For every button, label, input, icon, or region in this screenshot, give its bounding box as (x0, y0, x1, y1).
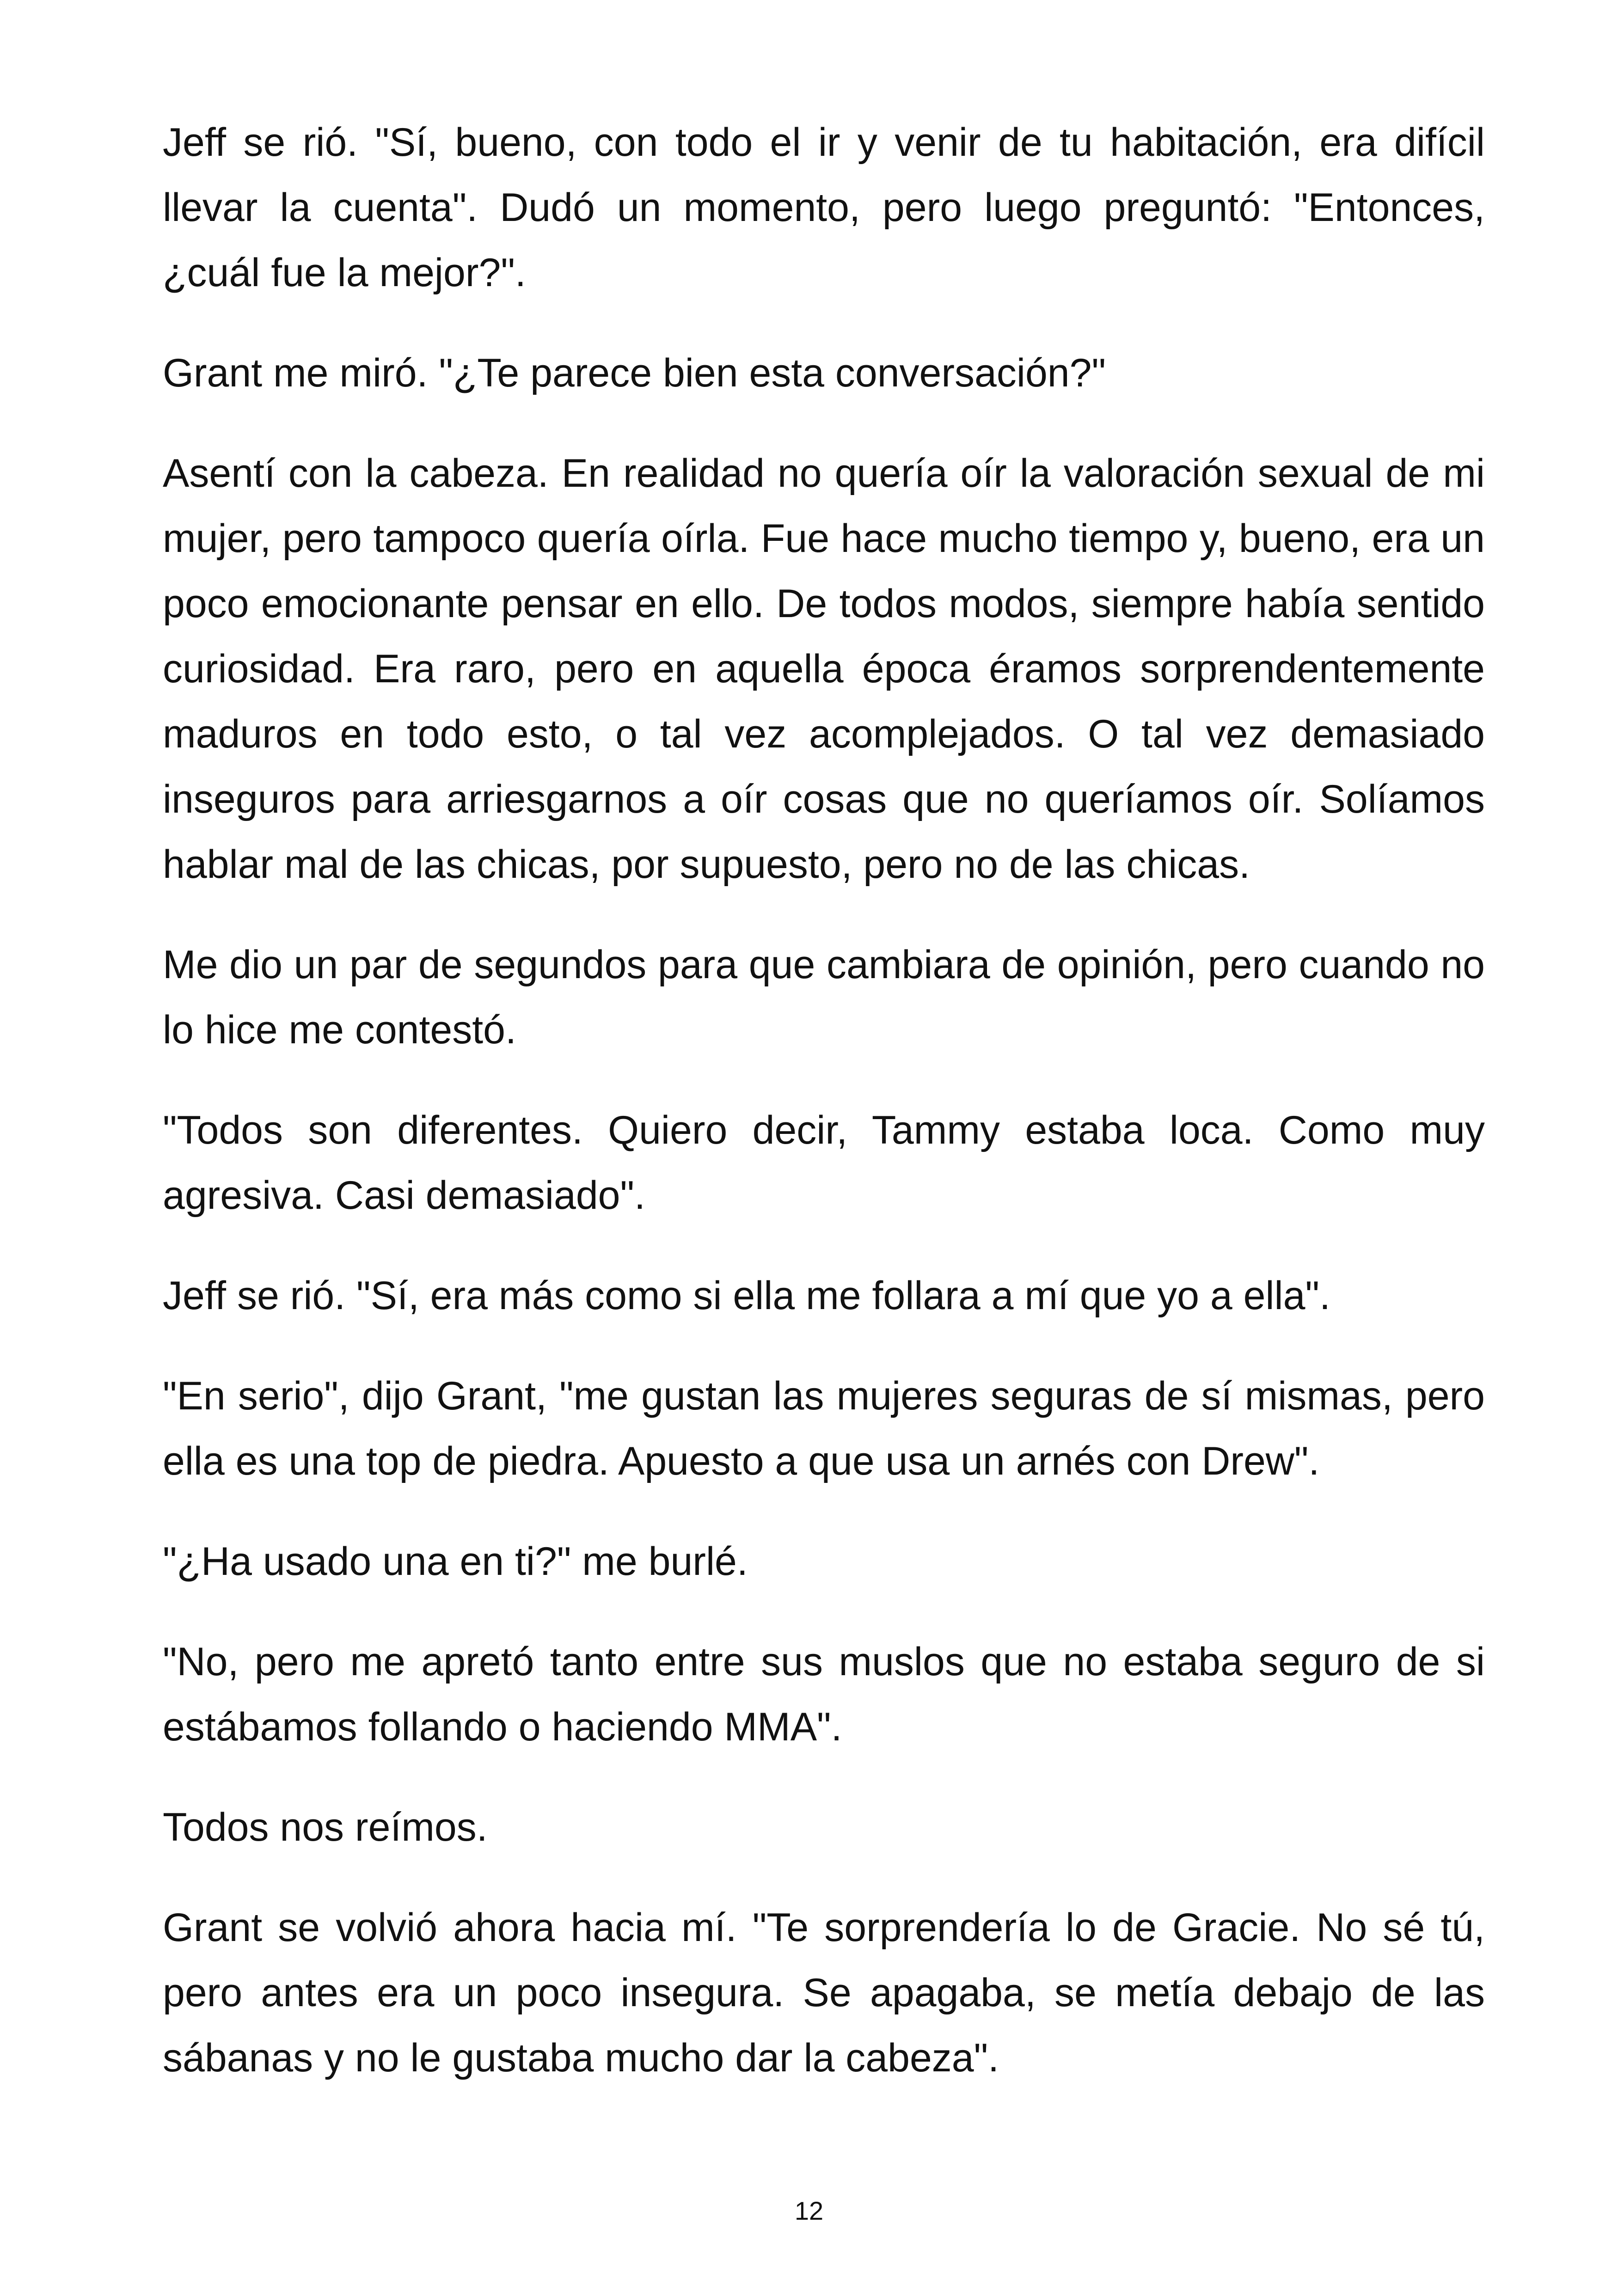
paragraph: Grant me miró. "¿Te parece bien esta conversación?" (163, 351, 1106, 395)
paragraph: Asentí con la cabeza. En realidad no quería oír la valoración sexual de mi mujer, pero tampoco quería oírla. Fue hace mucho tiempo y, bueno, era un poco emocionante pensar en ello. De todos modos, siempre había sentido curiosidad. Era raro, pero en aquella época éramos sorprendentemente maduros en todo esto, o tal vez acomplejados. O tal vez demasiado inseguros para arriesgarnos a oír cosas que no queríamos oír. Solíamos hablar mal de las chicas, por supuesto, pero no de las chicas. (163, 451, 1485, 887)
paragraph: Grant se volvió ahora hacia mí. "Te sorprendería lo de Gracie. No sé tú, pero antes era un poco insegura. Se apagaba, se metía debajo de las sábanas y no le gustaba mucho dar la cabeza". (163, 1905, 1485, 2080)
paragraph: Todos nos reímos. (163, 1805, 488, 1849)
page-number: 12 (794, 2196, 824, 2225)
paragraph: Jeff se rió. "Sí, bueno, con todo el ir y venir de tu habitación, era difícil llevar la cuenta". Dudó un momento, pero luego preguntó: "Entonces, ¿cuál fue la mejor?". (163, 120, 1485, 295)
paragraph: Me dio un par de segundos para que cambiara de opinión, pero cuando no lo hice me contestó. (163, 943, 1485, 1052)
paragraph: "Todos son diferentes. Quiero decir, Tammy estaba loca. Como muy agresiva. Casi demasiado". (163, 1108, 1485, 1218)
paragraph: "En serio", dijo Grant, "me gustan las mujeres seguras de sí mismas, pero ella es una top de piedra. Apuesto a que usa un arnés con Drew". (163, 1374, 1485, 1483)
paragraph: "No, pero me apretó tanto entre sus muslos que no estaba seguro de si estábamos follando o haciendo MMA". (163, 1640, 1485, 1749)
paragraph: "¿Ha usado una en ti?" me burlé. (163, 1539, 748, 1584)
paragraph: Jeff se rió. "Sí, era más como si ella me follara a mí que yo a ella". (163, 1274, 1330, 1318)
body-text (163, 110, 1485, 2091)
